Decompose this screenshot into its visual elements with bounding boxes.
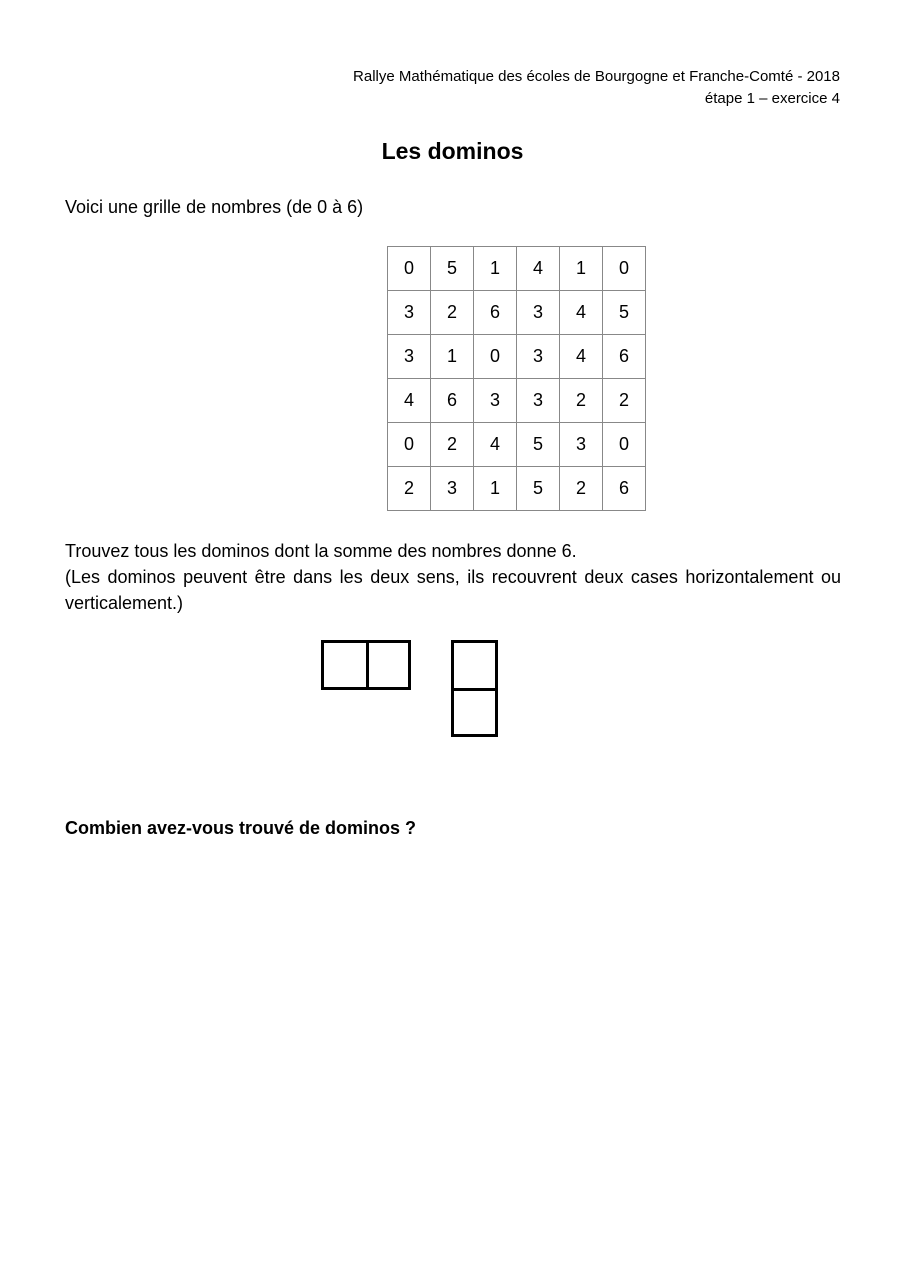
grid-row — [388, 467, 646, 511]
grid-cell: 0 — [388, 247, 431, 291]
header-stage: étape 1 – exercice 4 — [704, 90, 840, 107]
grid-cell: 1 — [474, 467, 517, 511]
instructions-line-1: Trouvez tous les dominos dont la somme des nombres donne 6. — [65, 541, 577, 561]
grid-cell: 2 — [388, 467, 431, 511]
grid-cell: 3 — [474, 379, 517, 423]
instructions-line-2: (Les dominos peuvent être dans les deux sens, ils recouvrent deux cases horizontalement ou verticalement.) — [65, 567, 841, 613]
grid-cell: 4 — [388, 379, 431, 423]
grid-cell: 5 — [517, 423, 560, 467]
grid-cell: 2 — [560, 467, 603, 511]
grid-cell: 3 — [431, 467, 474, 511]
page-title: Les dominos — [381, 138, 524, 164]
question-text: Combien avez-vous trouvé de dominos ? — [65, 818, 417, 838]
grid-cell: 1 — [474, 247, 517, 291]
grid-cell: 2 — [560, 379, 603, 423]
grid-cell: 6 — [603, 467, 646, 511]
grid-cell: 5 — [603, 291, 646, 335]
header-competition: Rallye Mathématique des écoles de Bourgogne et Franche-Comté - 2018 — [353, 68, 840, 85]
grid-cell: 1 — [560, 247, 603, 291]
vertical-domino-example — [451, 640, 498, 737]
grid-cell: 6 — [431, 379, 474, 423]
grid-cell: 4 — [560, 291, 603, 335]
grid-cell: 1 — [431, 335, 474, 379]
grid-cell: 2 — [431, 423, 474, 467]
grid-cell: 4 — [474, 423, 517, 467]
domino-divider — [366, 643, 369, 687]
instructions — [65, 538, 841, 616]
grid-cell: 3 — [388, 335, 431, 379]
grid-cell: 0 — [474, 335, 517, 379]
grid-cell: 3 — [560, 423, 603, 467]
grid-row — [388, 379, 646, 423]
grid-cell: 5 — [431, 247, 474, 291]
intro-text: Voici une grille de nombres (de 0 à 6) — [65, 197, 364, 217]
grid-cell: 3 — [517, 379, 560, 423]
grid-cell: 0 — [603, 423, 646, 467]
grid-cell: 3 — [388, 291, 431, 335]
document-header — [353, 66, 840, 110]
grid-cell: 0 — [603, 247, 646, 291]
grid-cell: 4 — [517, 247, 560, 291]
grid-cell: 4 — [560, 335, 603, 379]
grid-cell: 2 — [431, 291, 474, 335]
grid-cell: 5 — [517, 467, 560, 511]
grid-cell: 6 — [474, 291, 517, 335]
grid-cell: 0 — [388, 423, 431, 467]
grid-row — [388, 291, 646, 335]
grid-row — [388, 335, 646, 379]
grid-cell: 2 — [603, 379, 646, 423]
horizontal-domino-example — [321, 640, 411, 690]
domino-divider — [454, 688, 495, 691]
number-grid — [387, 246, 646, 511]
grid-row — [388, 423, 646, 467]
grid-cell: 3 — [517, 335, 560, 379]
number-grid-body — [388, 247, 646, 511]
grid-cell: 6 — [603, 335, 646, 379]
grid-row — [388, 247, 646, 291]
grid-cell: 3 — [517, 291, 560, 335]
